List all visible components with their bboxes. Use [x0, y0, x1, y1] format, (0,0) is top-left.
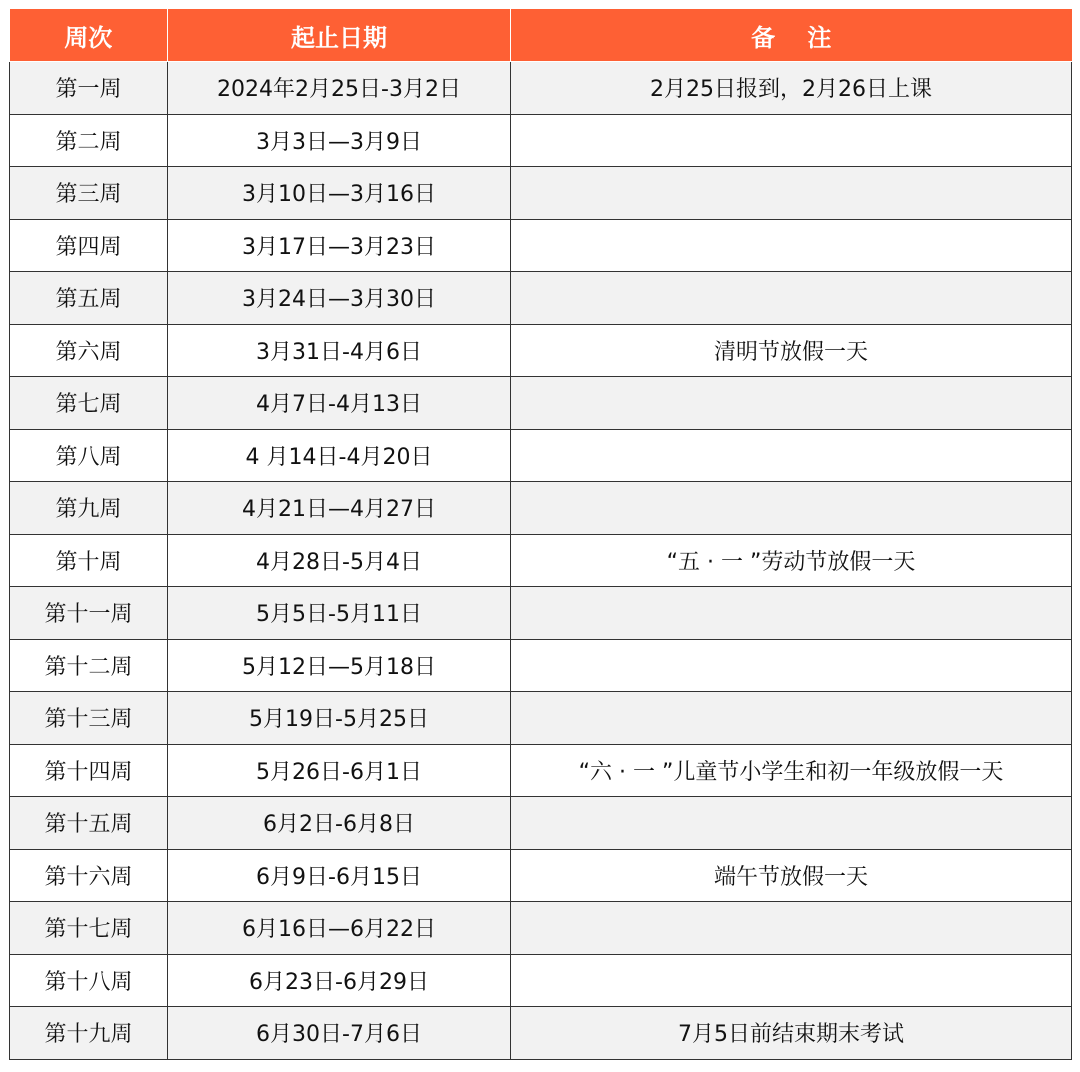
date-range-cell: 6月9日-6月15日: [168, 849, 511, 902]
remark-cell: “五 · 一 ”劳动节放假一天: [511, 534, 1072, 587]
table-row: [10, 534, 1072, 587]
remark-cell: [511, 167, 1072, 220]
semester-schedule-table: [9, 9, 1072, 1060]
table-row: [10, 902, 1072, 955]
week-cell: 第七周: [10, 377, 168, 430]
remark-cell: “六 · 一 ”儿童节小学生和初一年级放假一天: [511, 744, 1072, 797]
remark-cell: [511, 219, 1072, 272]
table-row: [10, 849, 1072, 902]
table-header: [10, 9, 1072, 62]
table-row: [10, 482, 1072, 535]
date-range-cell: 5月12日—5月18日: [168, 639, 511, 692]
remark-cell: [511, 482, 1072, 535]
table-row: [10, 219, 1072, 272]
table-row: [10, 114, 1072, 167]
week-cell: 第十九周: [10, 1007, 168, 1060]
table-row: [10, 62, 1072, 115]
table-row: [10, 1007, 1072, 1060]
date-range-cell: 4月7日-4月13日: [168, 377, 511, 430]
week-cell: 第三周: [10, 167, 168, 220]
header-dates: 起止日期: [168, 9, 511, 62]
remark-cell: 2月25日报到，2月26日上课: [511, 62, 1072, 115]
remark-cell: [511, 272, 1072, 325]
table-row: [10, 377, 1072, 430]
week-cell: 第一周: [10, 62, 168, 115]
date-range-cell: 6月30日-7月6日: [168, 1007, 511, 1060]
remark-cell: [511, 587, 1072, 640]
week-cell: 第四周: [10, 219, 168, 272]
header-week: 周次: [10, 9, 168, 62]
week-cell: 第十一周: [10, 587, 168, 640]
week-cell: 第十五周: [10, 797, 168, 850]
date-range-cell: 6月23日-6月29日: [168, 954, 511, 1007]
date-range-cell: 2024年2月25日-3月2日: [168, 62, 511, 115]
remark-cell: [511, 954, 1072, 1007]
date-range-cell: 4 月14日-4月20日: [168, 429, 511, 482]
table-row: [10, 797, 1072, 850]
remark-cell: 端午节放假一天: [511, 849, 1072, 902]
remark-cell: [511, 692, 1072, 745]
table-row: [10, 429, 1072, 482]
remark-cell: 7月5日前结束期末考试: [511, 1007, 1072, 1060]
date-range-cell: 3月17日—3月23日: [168, 219, 511, 272]
table-row: [10, 639, 1072, 692]
date-range-cell: 3月3日—3月9日: [168, 114, 511, 167]
table-body: [10, 62, 1072, 1060]
week-cell: 第十三周: [10, 692, 168, 745]
remark-cell: [511, 797, 1072, 850]
week-cell: 第十四周: [10, 744, 168, 797]
date-range-cell: 6月2日-6月8日: [168, 797, 511, 850]
week-cell: 第六周: [10, 324, 168, 377]
table-row: [10, 587, 1072, 640]
week-cell: 第二周: [10, 114, 168, 167]
week-cell: 第九周: [10, 482, 168, 535]
header-row: [10, 9, 1072, 62]
table-row: [10, 692, 1072, 745]
table-row: [10, 272, 1072, 325]
week-cell: 第八周: [10, 429, 168, 482]
table-row: [10, 744, 1072, 797]
table-row: [10, 954, 1072, 1007]
week-cell: 第十周: [10, 534, 168, 587]
remark-cell: 清明节放假一天: [511, 324, 1072, 377]
week-cell: 第十七周: [10, 902, 168, 955]
date-range-cell: 5月5日-5月11日: [168, 587, 511, 640]
date-range-cell: 6月16日—6月22日: [168, 902, 511, 955]
header-remark: 备 注: [511, 9, 1072, 62]
week-cell: 第十六周: [10, 849, 168, 902]
date-range-cell: 3月24日—3月30日: [168, 272, 511, 325]
week-cell: 第五周: [10, 272, 168, 325]
week-cell: 第十八周: [10, 954, 168, 1007]
date-range-cell: 3月31日-4月6日: [168, 324, 511, 377]
remark-cell: [511, 902, 1072, 955]
date-range-cell: 5月19日-5月25日: [168, 692, 511, 745]
date-range-cell: 5月26日-6月1日: [168, 744, 511, 797]
date-range-cell: 3月10日—3月16日: [168, 167, 511, 220]
remark-cell: [511, 377, 1072, 430]
table-row: [10, 167, 1072, 220]
date-range-cell: 4月28日-5月4日: [168, 534, 511, 587]
remark-cell: [511, 114, 1072, 167]
week-cell: 第十二周: [10, 639, 168, 692]
table-row: [10, 324, 1072, 377]
date-range-cell: 4月21日—4月27日: [168, 482, 511, 535]
remark-cell: [511, 429, 1072, 482]
remark-cell: [511, 639, 1072, 692]
